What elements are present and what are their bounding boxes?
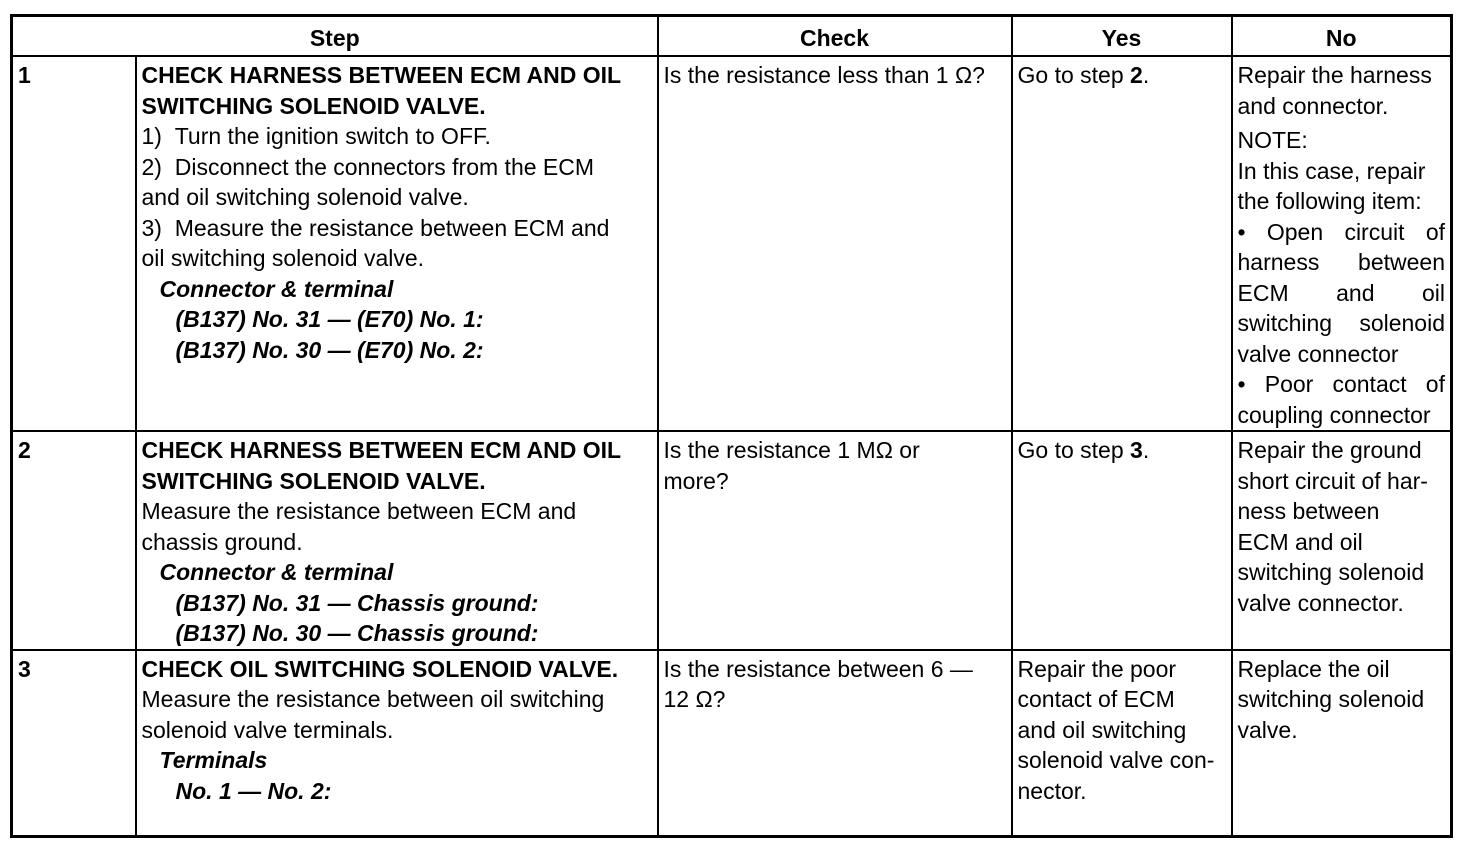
no-line: and connector. — [1237, 92, 1389, 119]
step-heading: SWITCHING SOLENOID VALVE. — [141, 467, 486, 494]
connector-title: Connector & terminal — [159, 275, 394, 302]
check-text: Is the resistance less than 1 Ω? — [663, 62, 985, 88]
yes-step-number: 3 — [1130, 437, 1143, 463]
check-cell — [658, 650, 1012, 837]
check-text: 12 Ω? — [663, 686, 726, 712]
check-text: Is the resistance 1 MΩ or — [663, 437, 920, 463]
bullet-line: harness between — [1237, 249, 1445, 275]
yes-line: solenoid valve con- — [1017, 747, 1215, 773]
check-text: Is the resistance between 6 — — [663, 655, 973, 682]
no-line: short circuit of har- — [1237, 467, 1428, 494]
step-heading: CHECK HARNESS BETWEEN ECM AND OIL — [141, 62, 622, 88]
step-cell — [136, 56, 658, 431]
yes-line: contact of ECM — [1017, 686, 1175, 712]
step-number: 1 — [12, 56, 136, 431]
diagnostic-table — [10, 14, 1453, 838]
step-line: Measure the resistance between ECM and — [141, 498, 577, 524]
no-line: Repair the harness — [1237, 62, 1432, 88]
note-label: NOTE: — [1237, 127, 1308, 153]
step-line: 1) Turn the ignition switch to OFF. — [141, 123, 491, 149]
yes-line: Repair the poor — [1017, 655, 1177, 682]
yes-text: Go to step — [1017, 62, 1131, 88]
no-line: ness between — [1237, 498, 1380, 524]
yes-text: Go to step — [1017, 437, 1131, 463]
yes-cell — [1012, 56, 1232, 431]
step-number: 3 — [12, 650, 136, 837]
no-line: valve. — [1237, 716, 1298, 743]
header-step: Step — [12, 16, 658, 57]
step-heading: SWITCHING SOLENOID VALVE. — [141, 92, 486, 119]
connector-item: (B137) No. 30 — Chassis ground: — [175, 620, 539, 646]
check-cell — [658, 431, 1012, 650]
note-line: the following item: — [1237, 188, 1422, 214]
yes-line: and oil switching — [1017, 716, 1187, 743]
terminal-item: No. 1 — No. 2: — [175, 777, 332, 804]
connector-title: Connector & terminal — [159, 559, 394, 585]
connector-item: (B137) No. 30 — (E70) No. 2: — [175, 336, 484, 363]
no-line: valve connector. — [1237, 589, 1404, 616]
header-row — [12, 16, 1452, 57]
bullet-line: • Poor contact of — [1237, 371, 1445, 397]
yes-end: . — [1142, 437, 1150, 463]
table-row — [12, 431, 1452, 650]
no-cell — [1232, 650, 1452, 837]
step-line: chassis ground. — [141, 528, 303, 555]
no-line: switching solenoid — [1237, 559, 1425, 585]
step-line: Measure the resistance between oil switching — [141, 686, 605, 712]
no-cell — [1232, 56, 1452, 431]
yes-end: . — [1142, 62, 1150, 88]
step-line: oil switching solenoid valve. — [141, 245, 425, 271]
yes-step-number: 2 — [1130, 62, 1143, 88]
no-line: switching solenoid — [1237, 686, 1425, 712]
step-heading: CHECK OIL SWITCHING SOLENOID VALVE. — [141, 655, 619, 682]
bullet-line: valve connector — [1237, 340, 1399, 367]
no-cell — [1232, 431, 1452, 650]
table-row — [12, 56, 1452, 431]
table-row — [12, 650, 1452, 837]
bullet-line: coupling connector — [1237, 401, 1431, 428]
check-cell — [658, 56, 1012, 431]
connector-item: (B137) No. 31 — Chassis ground: — [175, 589, 539, 616]
no-line: Repair the ground — [1237, 437, 1422, 463]
step-line: 2) Disconnect the connectors from the ECM — [141, 153, 595, 180]
header-yes: Yes — [1012, 16, 1232, 57]
step-heading: CHECK HARNESS BETWEEN ECM AND OIL — [141, 437, 622, 463]
yes-cell — [1012, 650, 1232, 837]
check-text: more? — [663, 467, 729, 494]
yes-line: nector. — [1017, 777, 1087, 804]
step-cell — [136, 650, 658, 837]
header-check: Check — [658, 16, 1012, 57]
no-line: Replace the oil — [1237, 655, 1390, 682]
bullet-line: ECM and oil — [1237, 279, 1445, 306]
header-no: No — [1232, 16, 1452, 57]
step-number: 2 — [12, 431, 136, 650]
connector-item: (B137) No. 31 — (E70) No. 1: — [175, 306, 484, 332]
step-line: and oil switching solenoid valve. — [141, 184, 469, 210]
step-line: solenoid valve terminals. — [141, 716, 394, 743]
no-line: ECM and oil — [1237, 528, 1363, 555]
terminals-title: Terminals — [159, 747, 268, 773]
yes-cell — [1012, 431, 1232, 650]
step-line: 3) Measure the resistance between ECM and — [141, 214, 610, 241]
step-cell — [136, 431, 658, 650]
note-line: In this case, repair — [1237, 157, 1426, 184]
bullet-line: switching solenoid — [1237, 310, 1445, 336]
bullet-line: • Open circuit of — [1237, 218, 1445, 245]
